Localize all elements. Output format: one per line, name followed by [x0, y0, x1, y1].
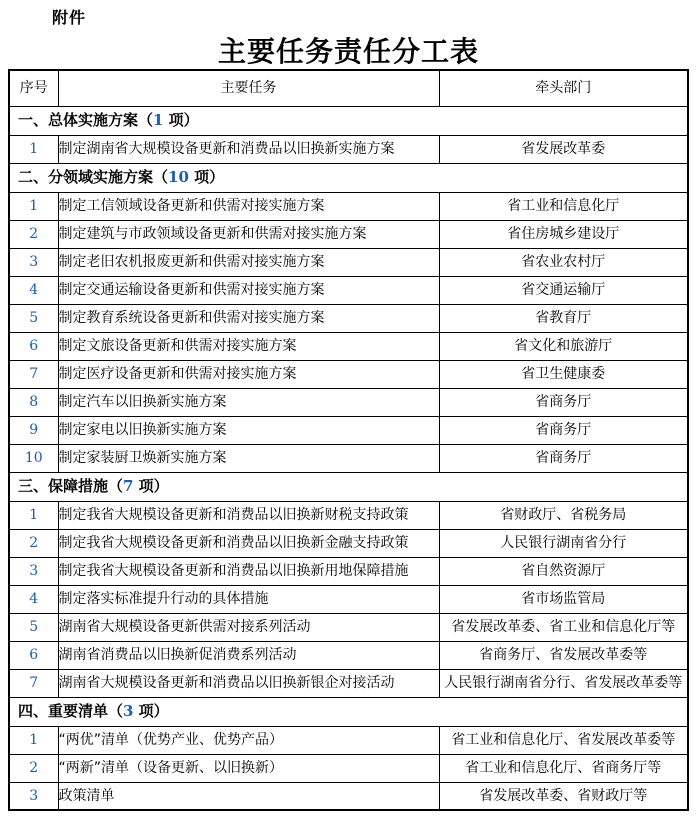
task-cell: 制定文旅设备更新和供需对接实施方案 — [58, 332, 439, 360]
table-row — [9, 220, 688, 248]
department-cell: 省商务厅 — [439, 416, 688, 444]
responsibility-table — [8, 69, 689, 811]
section-title: 二、分领域实施方案（ — [18, 167, 169, 186]
task-cell: 制定医疗设备更新和供需对接实施方案 — [58, 360, 439, 388]
department-cell: 省农业农村厅 — [439, 248, 688, 276]
row-number-cell: 2 — [9, 220, 58, 248]
table-row — [9, 304, 688, 332]
task-cell: 制定落实标准提升行动的具体措施 — [58, 585, 439, 613]
table-row — [9, 585, 688, 613]
department-cell: 省发展改革委、省工业和信息化厅等 — [439, 613, 688, 641]
task-cell: 湖南省大规模设备更新和消费品以旧换新银企对接活动 — [58, 669, 439, 697]
task-cell: 政策清单 — [58, 782, 439, 810]
task-cell: 制定建筑与市政领域设备更新和供需对接实施方案 — [58, 220, 439, 248]
row-number-cell: 7 — [9, 360, 58, 388]
section-title-suffix: 项） — [133, 476, 169, 495]
row-number-cell: 10 — [9, 444, 58, 472]
row-number-cell: 3 — [9, 782, 58, 810]
row-number-cell: 2 — [9, 529, 58, 557]
department-cell: 人民银行湖南省分行、省发展改革委等 — [439, 669, 688, 697]
table-row — [9, 613, 688, 641]
section-title: 一、总体实施方案（ — [18, 110, 154, 129]
department-cell: 人民银行湖南省分行 — [439, 529, 688, 557]
table-row — [9, 416, 688, 444]
section-title-suffix: 项） — [188, 167, 225, 186]
row-number-cell: 1 — [9, 135, 58, 163]
department-cell: 省住房城乡建设厅 — [439, 220, 688, 248]
section-header-row — [9, 163, 688, 192]
task-cell: 湖南省大规模设备更新供需对接系列活动 — [58, 613, 439, 641]
task-cell: 制定工信领域设备更新和供需对接实施方案 — [58, 192, 439, 220]
row-number-cell: 9 — [9, 416, 58, 444]
department-cell: 省自然资源厅 — [439, 557, 688, 585]
table-row — [9, 192, 688, 220]
table-row — [9, 360, 688, 388]
department-cell: 省市场监管局 — [439, 585, 688, 613]
row-number-cell: 5 — [9, 613, 58, 641]
row-number-cell: 7 — [9, 669, 58, 697]
row-number-cell: 4 — [9, 585, 58, 613]
task-cell: “两优”清单（优势产业、优势产品） — [58, 726, 439, 754]
section-title-suffix: 项） — [163, 110, 199, 129]
header-cell-task: 主要任务 — [58, 70, 439, 106]
section-item-count: 3 — [123, 701, 134, 720]
table-row — [9, 388, 688, 416]
row-number-cell: 1 — [9, 192, 58, 220]
department-cell: 省发展改革委、省财政厅等 — [439, 782, 688, 810]
table-row — [9, 248, 688, 276]
section-header-row — [9, 106, 688, 135]
table-row — [9, 669, 688, 697]
row-number-cell: 6 — [9, 641, 58, 669]
row-number-cell: 8 — [9, 388, 58, 416]
department-cell: 省工业和信息化厅 — [439, 192, 688, 220]
row-number-cell: 4 — [9, 276, 58, 304]
row-number-cell: 6 — [9, 332, 58, 360]
department-cell: 省工业和信息化厅、省发展改革委等 — [439, 726, 688, 754]
task-cell: 湖南省消费品以旧换新促消费系列活动 — [58, 641, 439, 669]
table-row — [9, 754, 688, 782]
task-cell: 制定我省大规模设备更新和消费品以旧换新财税支持政策 — [58, 501, 439, 529]
section-title: 四、重要清单（ — [18, 701, 124, 720]
department-cell: 省发展改革委 — [439, 135, 688, 163]
table-header-row — [9, 70, 688, 106]
table-row — [9, 782, 688, 810]
section-item-count: 10 — [168, 167, 189, 186]
table-row — [9, 557, 688, 585]
table-row — [9, 641, 688, 669]
department-cell: 省商务厅、省发展改革委等 — [439, 641, 688, 669]
task-cell: 制定老旧农机报废更新和供需对接实施方案 — [58, 248, 439, 276]
task-cell: 制定家装厨卫焕新实施方案 — [58, 444, 439, 472]
table-row — [9, 135, 688, 163]
table-row — [9, 501, 688, 529]
section-item-count: 1 — [153, 110, 164, 129]
row-number-cell: 2 — [9, 754, 58, 782]
department-cell: 省商务厅 — [439, 388, 688, 416]
task-cell: 制定交通运输设备更新和供需对接实施方案 — [58, 276, 439, 304]
row-number-cell: 3 — [9, 248, 58, 276]
row-number-cell: 3 — [9, 557, 58, 585]
row-number-cell: 1 — [9, 726, 58, 754]
attachment-label: 附件 — [52, 8, 87, 27]
task-cell: 制定汽车以旧换新实施方案 — [58, 388, 439, 416]
row-number-cell: 1 — [9, 501, 58, 529]
department-cell: 省文化和旅游厅 — [439, 332, 688, 360]
table-row — [9, 444, 688, 472]
task-cell: 制定我省大规模设备更新和消费品以旧换新金融支持政策 — [58, 529, 439, 557]
task-cell: 制定湖南省大规模设备更新和消费品以旧换新实施方案 — [58, 135, 439, 163]
task-cell: 制定教育系统设备更新和供需对接实施方案 — [58, 304, 439, 332]
task-cell: “两新”清单（设备更新、以旧换新） — [58, 754, 439, 782]
row-number-cell: 5 — [9, 304, 58, 332]
section-title: 三、保障措施（ — [18, 476, 124, 495]
task-cell: 制定我省大规模设备更新和消费品以旧换新用地保障措施 — [58, 557, 439, 585]
page-title: 主要任务责任分工表 — [217, 35, 479, 68]
section-item-count: 7 — [123, 476, 134, 495]
department-cell: 省卫生健康委 — [439, 360, 688, 388]
table-row — [9, 529, 688, 557]
section-header-row — [9, 472, 688, 501]
department-cell: 省工业和信息化厅、省商务厅等 — [439, 754, 688, 782]
table-row — [9, 276, 688, 304]
department-cell: 省商务厅 — [439, 444, 688, 472]
header-cell-number: 序号 — [9, 70, 58, 106]
task-cell: 制定家电以旧换新实施方案 — [58, 416, 439, 444]
department-cell: 省教育厅 — [439, 304, 688, 332]
section-title-suffix: 项） — [133, 701, 169, 720]
section-header-row — [9, 697, 688, 726]
department-cell: 省财政厅、省税务局 — [439, 501, 688, 529]
department-cell: 省交通运输厅 — [439, 276, 688, 304]
header-cell-department: 牵头部门 — [439, 70, 688, 106]
table-row — [9, 726, 688, 754]
table-row — [9, 332, 688, 360]
